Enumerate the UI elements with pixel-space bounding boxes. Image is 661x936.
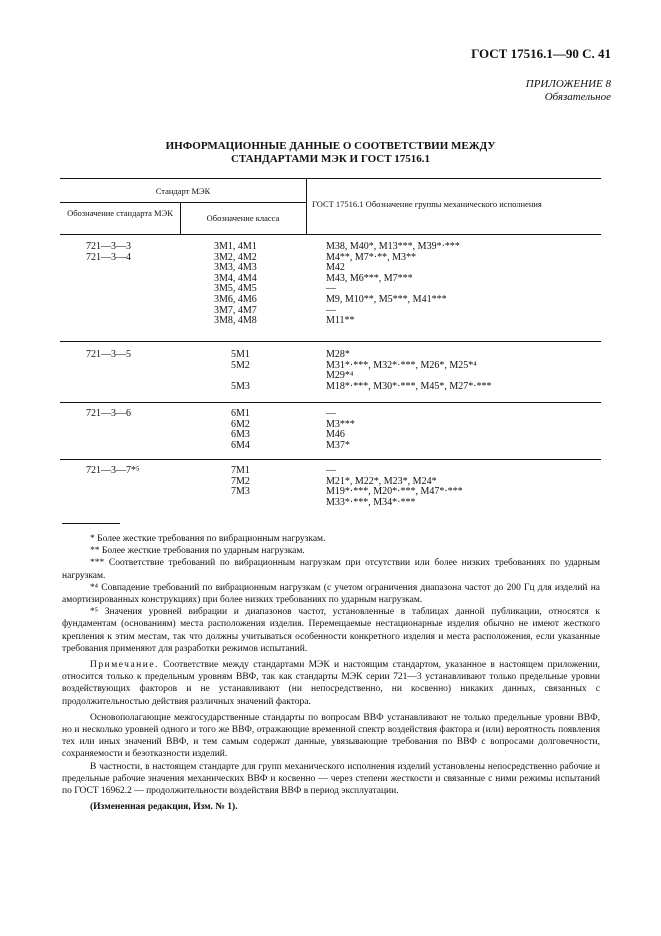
head-bottom-rule — [60, 234, 601, 235]
class-cell — [214, 242, 257, 327]
group-rule-2 — [60, 402, 601, 403]
body-paragraph-2: В частности, в настоящем стандарте для групп механического исполнения изделий установлены непосредственно рабочие и предельные рабочие значения механических ВВФ и косвенно — через степени жесткости и связанные с ними режимы испытаний по ГОСТ 16962.2 — продолжительности воздействия ВВФ в период эксплуатации. — [62, 761, 600, 797]
gost-line: М4**, М7*·**, М3** — [326, 251, 417, 263]
title-line-2: СТАНДАРТАМИ МЭК И ГОСТ 17516.1 — [230, 153, 431, 165]
std-cell — [86, 409, 131, 420]
class-line: 3М6, 4М6 — [214, 293, 257, 305]
page-header: ГОСТ 17516.1—90 С. 41 — [471, 46, 611, 61]
gost-line: М31*·***, М32*·***, М26*, М25*⁴ — [326, 359, 477, 371]
appendix-status: Обязательное — [544, 91, 611, 103]
class-cell — [231, 350, 250, 392]
body-paragraph-1: Основополагающие межгосударственные стандарты по вопросам ВВФ устанавливают не только предельные уровни ВВФ, но и несколько уровней одного и того же ВВФ, отражающие временной спектр воздействия фактора и (или) вероятность появления тех или иных значений ВВФ, и тем самым содержат данные, увязывающие требования по ВВФ с вопросами долговечности, сохраняемости и безотказности изделий. — [62, 712, 600, 760]
gost-line: — — [326, 408, 336, 419]
class-line: 3М4, 4М4 — [214, 272, 257, 284]
head-class-designation: Обозначение класса — [206, 213, 280, 223]
class-line: 3М5, 4М5 — [214, 283, 257, 295]
note-text: Соответствие между стандартами МЭК и настоящим стандартом, указанное в настоящем приложении, относится только к предельным уровням ВВФ, так как стандарты МЭК серии 721—3 устанавливают только предельные уровни воздействующих факторов и не устанавливают (ни непосредственно, ни косвенно) никаких данных, связанных с продолжительностью действия различных значений фактора. — [62, 660, 600, 707]
gost-line: М33*·***, М34*·*** — [326, 496, 416, 508]
head-vrule-1 — [180, 202, 181, 234]
gost-line: М42 — [326, 262, 345, 274]
footnote-4: *⁴ Совпадение требований по вибрационным нагрузкам (с учетом ограничения диапазона частот до 200 Гц для изделий на амортизированных конструкциях) при более низких требованиях по ударным нагрузкам. — [62, 582, 600, 606]
document-title — [60, 140, 601, 166]
class-line: 3М8, 4М8 — [214, 315, 257, 327]
appendix-block — [526, 78, 611, 104]
amendment-note: (Измененная редакция, Изм. № 1). — [90, 802, 238, 813]
head-vrule-2 — [306, 178, 307, 234]
class-line: 3М7, 4М7 — [214, 304, 257, 316]
head-std-designation: Обозначение стандарта МЭК — [67, 208, 173, 218]
std-line: 721—3—6 — [86, 408, 131, 419]
std-cell — [86, 350, 131, 361]
gost-line: М29*⁴ — [326, 370, 354, 382]
gost-line: — — [326, 304, 336, 316]
note-label: Примечание. — [90, 660, 159, 671]
class-line: 3М2, 4М2 — [214, 251, 257, 263]
std-cell — [86, 242, 131, 263]
head-gost-group: ГОСТ 17516.1 Обозначение группы механического исполнения — [312, 199, 542, 209]
gost-line: М37* — [326, 439, 350, 451]
class-line: 6М1 — [231, 408, 250, 419]
gost-line: М18*·***, М30*·***, М45*, М27*·*** — [326, 380, 492, 392]
group-head-rule — [60, 202, 306, 203]
head-iec-standard: Стандарт МЭК — [155, 186, 211, 196]
class-line: 7М2 — [231, 475, 250, 487]
class-line: 7М3 — [231, 486, 250, 498]
group-rule-3 — [60, 459, 601, 460]
gost-cell — [326, 242, 460, 327]
footnote-separator — [62, 523, 120, 524]
std-line: 721—3—7*⁵ — [86, 465, 140, 476]
footnote-5: *⁵ Значения уровней вибрации и диапазонов частот, установленные в таблицах данной публикации, относятся к фундаментам (основаниям) места расположения изделия. Перемещаемые нестационарные изделия обычно не имеют жесткого крепления к этим местам, так что должны учитываться особенности конкретного изделия и места расположения, если указанные требования применяют для разработки режимов испытаний. — [62, 607, 600, 654]
table-top-rule — [60, 178, 601, 179]
title-line-1: ИНФОРМАЦИОННЫЕ ДАННЫЕ О СООТВЕТСТВИИ МЕЖДУ — [165, 140, 496, 152]
group-rule-1 — [60, 341, 601, 342]
std-cell — [86, 466, 140, 477]
appendix-label: ПРИЛОЖЕНИЕ 8 — [525, 78, 611, 90]
class-line: 5М1 — [231, 349, 250, 360]
gost-line: М3*** — [326, 418, 355, 430]
gost-line: М19*·***, М20*·***, М47*·*** — [326, 486, 463, 498]
footnote-3: *** Соответствие требований по вибрационным нагрузкам при отсутствии или более низких требованиях по ударным нагрузкам. — [62, 558, 600, 581]
class-line: 6М3 — [231, 429, 250, 441]
gost-line: М28* — [326, 349, 350, 360]
class-cell — [231, 466, 250, 498]
footnote-2: ** Более жесткие требования по ударным нагрузкам. — [90, 546, 305, 557]
gost-line: М43, М6***, М7*** — [326, 272, 413, 284]
std-line: 721—3—3 — [86, 241, 131, 252]
std-line: 721—3—4 — [86, 251, 131, 263]
class-line: 5М2 — [231, 359, 250, 371]
class-line: 3М3, 4М3 — [214, 262, 257, 274]
std-line: 721—3—5 — [86, 349, 131, 360]
class-line: 5М3 — [231, 380, 250, 392]
gost-line: — — [326, 465, 336, 476]
footnote-1: * Более жесткие требования по вибрационным нагрузкам. — [90, 534, 326, 544]
gost-line: М38, М40*, М13***, М39*·*** — [326, 241, 460, 252]
gost-line: М46 — [326, 429, 345, 441]
gost-line: М21*, М22*, М23*, М24* — [326, 475, 437, 487]
class-line: 6М2 — [231, 418, 250, 430]
gost-cell — [326, 466, 463, 508]
gost-cell — [326, 409, 355, 451]
class-line: 3М1, 4М1 — [214, 241, 257, 252]
class-line: 7М1 — [231, 465, 250, 476]
gost-cell — [326, 350, 492, 392]
gost-line: М11** — [326, 315, 355, 327]
notes-block — [62, 533, 600, 813]
note-paragraph — [62, 659, 600, 708]
class-line: 6М4 — [231, 439, 250, 451]
gost-line: М9, М10**, М5***, М41*** — [326, 293, 447, 305]
class-cell — [231, 409, 250, 451]
gost-line: — — [326, 283, 336, 295]
